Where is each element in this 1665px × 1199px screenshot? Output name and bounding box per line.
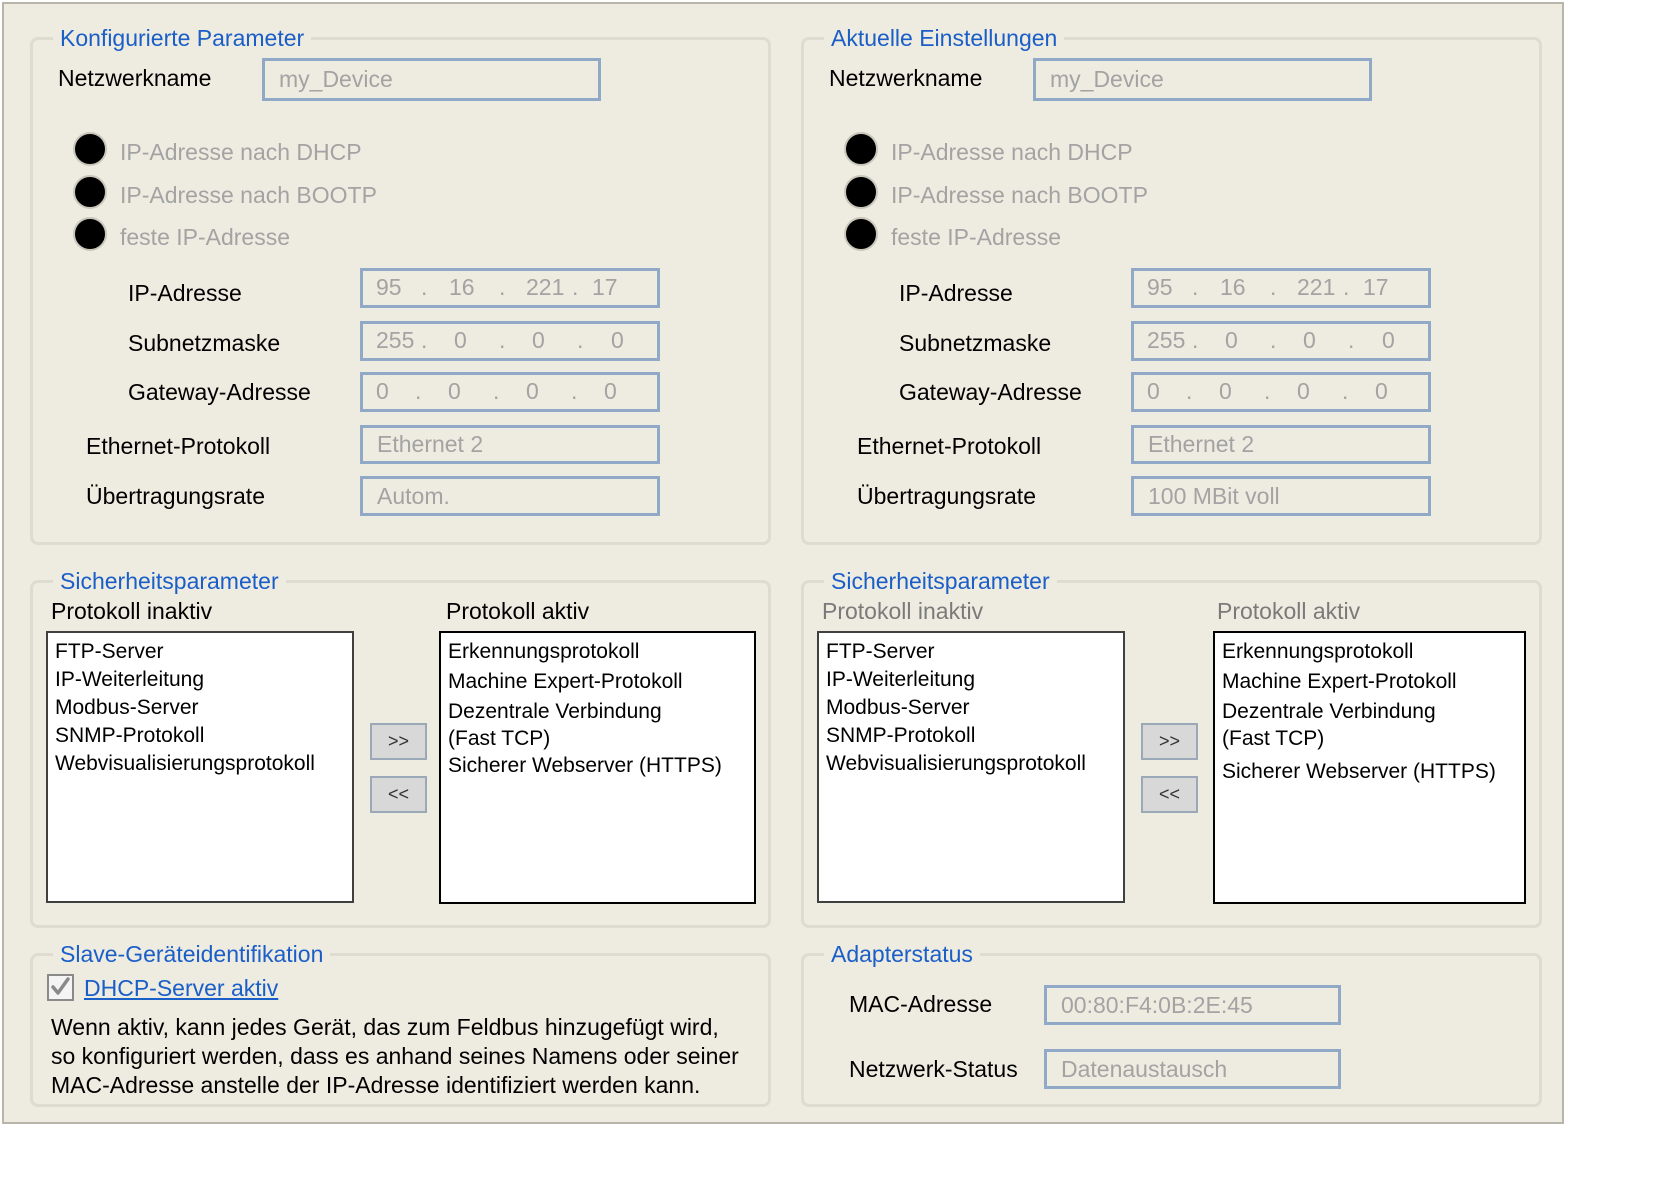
- current-settings-legend: Aktuelle Einstellungen: [824, 23, 1064, 53]
- subnet-octet-3: 0: [1303, 326, 1316, 353]
- subnet-octet-4: 0: [611, 326, 624, 353]
- subnet-octet-2: 0: [454, 326, 467, 353]
- gateway-octet-2: 0: [1219, 377, 1232, 404]
- current-ip-address-field[interactable]: [1131, 268, 1431, 308]
- ip-dot: .: [493, 377, 500, 404]
- current-rate-field[interactable]: 100 MBit voll: [1131, 476, 1431, 516]
- security-right-legend: Sicherheitsparameter: [824, 566, 1057, 596]
- ip-dot: .: [577, 326, 584, 353]
- list-item: IP-Weiterleitung: [826, 668, 976, 691]
- ip-octet-3: 221: [1297, 273, 1336, 300]
- gateway-label: Gateway-Adresse: [128, 379, 311, 405]
- current-gateway-field[interactable]: [1131, 372, 1431, 412]
- current-subnet-field[interactable]: [1131, 321, 1431, 361]
- checkmark-icon: [49, 976, 72, 999]
- ip-octet-4: 17: [592, 273, 618, 300]
- ip-octet-2: 16: [449, 273, 475, 300]
- ip-dot: .: [1270, 326, 1277, 353]
- ip-dot: .: [1264, 377, 1271, 404]
- current-dhcp-radio-label: IP-Adresse nach DHCP: [891, 139, 1133, 165]
- ip-dot: .: [571, 377, 578, 404]
- slave-description-line-3: MAC-Adresse anstelle der IP-Adresse identifiziert werden kann.: [51, 1072, 701, 1098]
- list-item: Sicherer Webserver (HTTPS): [1222, 760, 1496, 783]
- gateway-octet-1: 0: [376, 377, 389, 404]
- subnet-octet-1: 255: [376, 326, 415, 353]
- list-item: Modbus-Server: [826, 696, 970, 719]
- list-item[interactable]: IP-Weiterleitung: [55, 668, 205, 691]
- fixed-ip-radio-label: feste IP-Adresse: [120, 224, 291, 250]
- ip-address-label: IP-Adresse: [128, 280, 242, 306]
- mac-address-label: MAC-Adresse: [849, 991, 993, 1017]
- dhcp-server-checkbox[interactable]: [47, 974, 74, 1001]
- slave-description-line-1: Wenn aktiv, kann jedes Gerät, das zum Feldbus hinzugefügt wird,: [51, 1014, 719, 1040]
- ip-dot: .: [415, 377, 422, 404]
- ip-octet-2: 16: [1220, 273, 1246, 300]
- current-netname-field[interactable]: my_Device: [1033, 58, 1372, 101]
- protocol-label: Ethernet-Protokoll: [86, 433, 271, 459]
- list-item: Webvisualisierungsprotokoll: [826, 752, 1086, 775]
- add-protocol-button[interactable]: >>: [370, 723, 427, 760]
- dhcp-radio-label: IP-Adresse nach DHCP: [120, 139, 362, 165]
- list-item[interactable]: FTP-Server: [55, 640, 164, 663]
- subnet-octet-4: 0: [1382, 326, 1395, 353]
- current-netname-label: Netzwerkname: [829, 65, 983, 91]
- list-item[interactable]: Machine Expert-Protokoll: [448, 670, 683, 693]
- gateway-octet-1: 0: [1147, 377, 1160, 404]
- dhcp-server-link[interactable]: DHCP-Server aktiv: [84, 975, 279, 1001]
- active-protocol-list[interactable]: [439, 631, 756, 904]
- current-add-protocol-button[interactable]: >>: [1141, 723, 1198, 760]
- ip-dot: .: [1270, 273, 1277, 300]
- slave-identification-legend: Slave-Geräteidentifikation: [53, 939, 330, 969]
- inactive-title: Protokoll inaktiv: [51, 598, 213, 624]
- dhcp-radio[interactable]: [73, 132, 107, 166]
- configured-parameters-legend: Konfigurierte Parameter: [53, 23, 311, 53]
- current-bootp-radio[interactable]: [844, 175, 878, 209]
- list-item: SNMP-Protokoll: [826, 724, 976, 747]
- subnet-octet-2: 0: [1225, 326, 1238, 353]
- current-protocol-label: Ethernet-Protokoll: [857, 433, 1042, 459]
- ip-dot: .: [499, 326, 506, 353]
- ip-octet-1: 95: [376, 273, 402, 300]
- ip-dot: .: [1342, 377, 1349, 404]
- bootp-radio[interactable]: [73, 175, 107, 209]
- active-title: Protokoll aktiv: [446, 598, 590, 624]
- bootp-radio-label: IP-Adresse nach BOOTP: [120, 182, 377, 208]
- subnet-label: Subnetzmaske: [128, 330, 281, 356]
- ip-dot: .: [421, 326, 428, 353]
- current-protocol-field[interactable]: Ethernet 2: [1131, 425, 1431, 464]
- current-fixed-ip-radio[interactable]: [844, 217, 878, 251]
- current-rate-label: Übertragungsrate: [857, 483, 1036, 509]
- gateway-octet-2: 0: [448, 377, 461, 404]
- ip-octet-1: 95: [1147, 273, 1173, 300]
- fixed-ip-radio[interactable]: [73, 217, 107, 251]
- inactive-protocol-list[interactable]: [46, 631, 354, 903]
- list-item: Dezentrale Verbindung: [1222, 700, 1436, 723]
- gateway-octet-4: 0: [1375, 377, 1388, 404]
- network-status-label: Netzwerk-Status: [849, 1056, 1018, 1082]
- ip-dot: .: [1186, 377, 1193, 404]
- current-fixed-ip-radio-label: feste IP-Adresse: [891, 224, 1062, 250]
- rate-field[interactable]: Autom.: [360, 476, 660, 516]
- ip-octet-3: 221: [526, 273, 565, 300]
- network-status-field[interactable]: Datenaustausch: [1044, 1049, 1341, 1089]
- list-item: Machine Expert-Protokoll: [1222, 670, 1457, 693]
- ip-dot: .: [1192, 326, 1199, 353]
- gateway-field[interactable]: [360, 372, 660, 412]
- list-item[interactable]: SNMP-Protokoll: [55, 724, 205, 747]
- netname-label: Netzwerkname: [58, 65, 212, 91]
- gateway-octet-4: 0: [604, 377, 617, 404]
- list-item[interactable]: Erkennungsprotokoll: [448, 640, 640, 663]
- protocol-field[interactable]: Ethernet 2: [360, 425, 660, 464]
- subnet-octet-3: 0: [532, 326, 545, 353]
- gateway-octet-3: 0: [1297, 377, 1310, 404]
- ip-address-field[interactable]: [360, 268, 660, 308]
- list-item: (Fast TCP): [1222, 727, 1325, 750]
- gateway-octet-3: 0: [526, 377, 539, 404]
- security-left-legend: Sicherheitsparameter: [53, 566, 286, 596]
- list-item[interactable]: Modbus-Server: [55, 696, 199, 719]
- ip-octet-4: 17: [1363, 273, 1389, 300]
- netname-field[interactable]: my_Device: [262, 58, 601, 101]
- current-active-title: Protokoll aktiv: [1217, 598, 1361, 624]
- list-item[interactable]: Sicherer Webserver (HTTPS): [448, 754, 722, 777]
- list-item[interactable]: Dezentrale Verbindung: [448, 700, 662, 723]
- list-item: FTP-Server: [826, 640, 935, 663]
- rate-label: Übertragungsrate: [86, 483, 265, 509]
- current-remove-protocol-button[interactable]: <<: [1141, 776, 1198, 813]
- adapter-status-legend: Adapterstatus: [824, 939, 980, 969]
- subnet-field[interactable]: [360, 321, 660, 361]
- list-item: Erkennungsprotokoll: [1222, 640, 1414, 663]
- list-item[interactable]: Webvisualisierungsprotokoll: [55, 752, 315, 775]
- ip-dot: .: [499, 273, 506, 300]
- mac-address-field[interactable]: 00:80:F4:0B:2E:45: [1044, 985, 1341, 1025]
- current-inactive-protocol-list: [817, 631, 1125, 903]
- current-inactive-title: Protokoll inaktiv: [822, 598, 984, 624]
- window-canvas: [2, 2, 1564, 1124]
- ip-dot: .: [421, 273, 428, 300]
- ip-dot: .: [1192, 273, 1199, 300]
- current-bootp-radio-label: IP-Adresse nach BOOTP: [891, 182, 1148, 208]
- current-subnet-label: Subnetzmaske: [899, 330, 1052, 356]
- list-item[interactable]: (Fast TCP): [448, 727, 551, 750]
- ip-dot: .: [1343, 273, 1350, 300]
- remove-protocol-button[interactable]: <<: [370, 776, 427, 813]
- current-dhcp-radio[interactable]: [844, 132, 878, 166]
- ip-dot: .: [572, 273, 579, 300]
- subnet-octet-1: 255: [1147, 326, 1186, 353]
- current-gateway-label: Gateway-Adresse: [899, 379, 1082, 405]
- ip-dot: .: [1348, 326, 1355, 353]
- current-ip-address-label: IP-Adresse: [899, 280, 1013, 306]
- current-active-protocol-list: [1213, 631, 1526, 904]
- slave-description-line-2: so konfiguriert werden, dass es anhand seines Namens oder seiner: [51, 1043, 739, 1069]
